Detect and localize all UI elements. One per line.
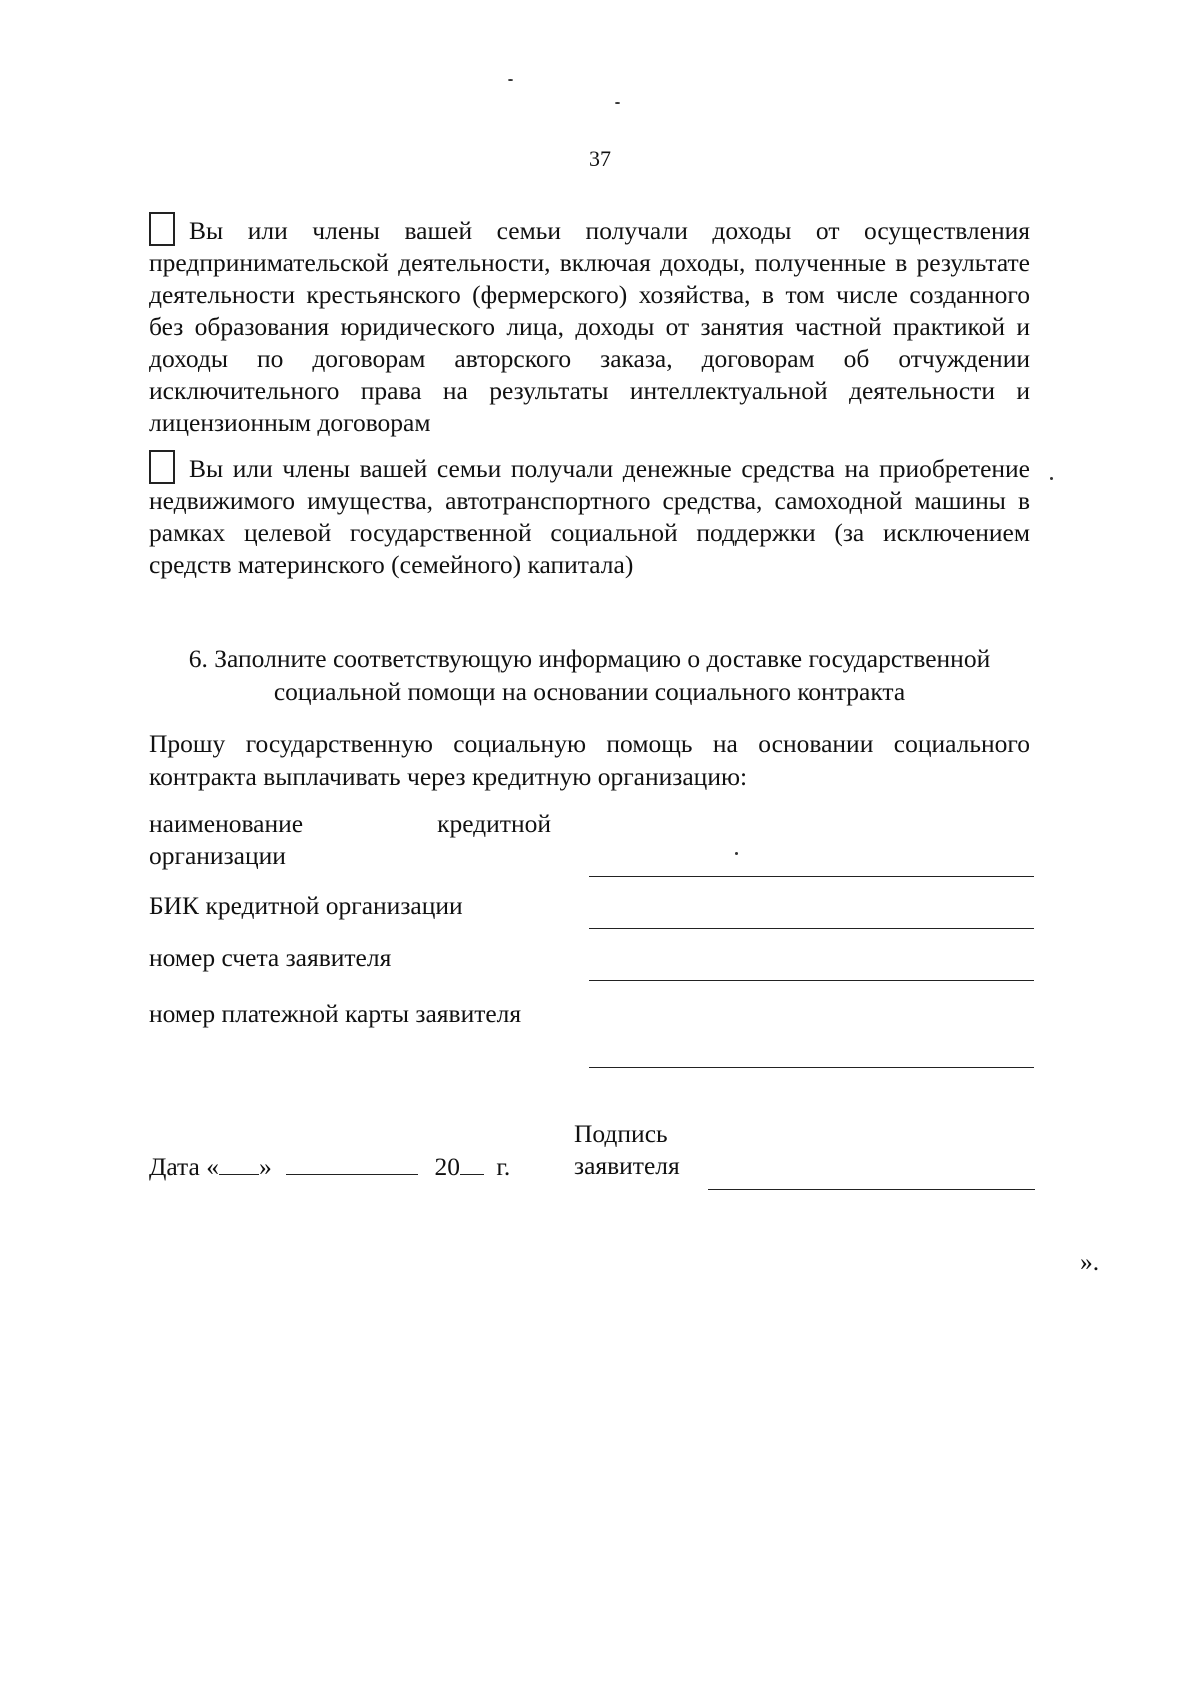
business-income-label: Вы или члены вашей семьи получали доходы от осуществления предпринимательской деятельности, включая доходы, полученные в результате деятельности крестьянского (фермерского) хозяйства, в том числе созданного без образования юридического лица, доходы от занятия частной практикой и доходы по договорам авторского заказа, договорам об отчуждении исключительного права на результаты интеллектуальной деятельности и лицензионным договорам: [149, 216, 1030, 437]
scan-speck: [615, 102, 620, 104]
date-mid: »: [258, 1152, 272, 1181]
date-month-field[interactable]: [286, 1150, 418, 1175]
signature-field[interactable]: [708, 1189, 1035, 1190]
bank-name-field[interactable]: [589, 876, 1034, 877]
checkbox-item-business-income: [149, 212, 1030, 439]
date-year-suffix: г.: [496, 1152, 511, 1181]
signature-label-line1: Подпись: [574, 1119, 668, 1148]
page-number: 37: [589, 146, 611, 171]
checkbox-item-state-support-funds: [149, 450, 1030, 581]
signature-label-line2: заявителя: [574, 1151, 680, 1180]
card-number-field[interactable]: [589, 1067, 1034, 1068]
scan-speck: [1050, 477, 1053, 480]
section-6-heading: [149, 642, 1030, 708]
date-prefix: Дата «: [149, 1152, 219, 1181]
scan-speck: [735, 852, 738, 855]
date-day-field[interactable]: [219, 1150, 259, 1175]
bik-field[interactable]: [589, 928, 1034, 929]
date-year-prefix: 20: [434, 1152, 460, 1181]
state-support-funds-label: Вы или члены вашей семьи получали денежные средства на приобретение недвижимого имущества, автотранспортного средства, самоходной машины в рамках целевой государственной социальной поддержки (за исключением средств материнского (семейного) капитала): [149, 454, 1030, 579]
account-number-field[interactable]: [589, 980, 1034, 981]
section-6-heading-line1: 6. Заполните соответствующую информацию о доставке государственной: [188, 644, 991, 673]
state-support-funds-checkbox[interactable]: [149, 450, 175, 484]
closing-quote: ».: [1080, 1247, 1100, 1276]
business-income-checkbox[interactable]: [149, 212, 175, 246]
signature-label: [574, 1118, 714, 1182]
date-year-field[interactable]: [460, 1150, 484, 1175]
bik-label: БИК кредитной организации: [149, 891, 463, 920]
account-number-label: номер счета заявителя: [149, 943, 392, 972]
request-text: Прошу государственную социальную помощь на основании социального контракта выплачивать через кредитную организацию:: [149, 729, 1030, 791]
bank-name-label: наименование кредитной организации: [149, 809, 551, 870]
date-row: [149, 1150, 510, 1183]
scan-speck: [508, 79, 513, 81]
card-number-label: номер платежной карты заявителя: [149, 999, 522, 1028]
section-6-heading-line2: социальной помощи на основании социального контракта: [273, 677, 906, 706]
